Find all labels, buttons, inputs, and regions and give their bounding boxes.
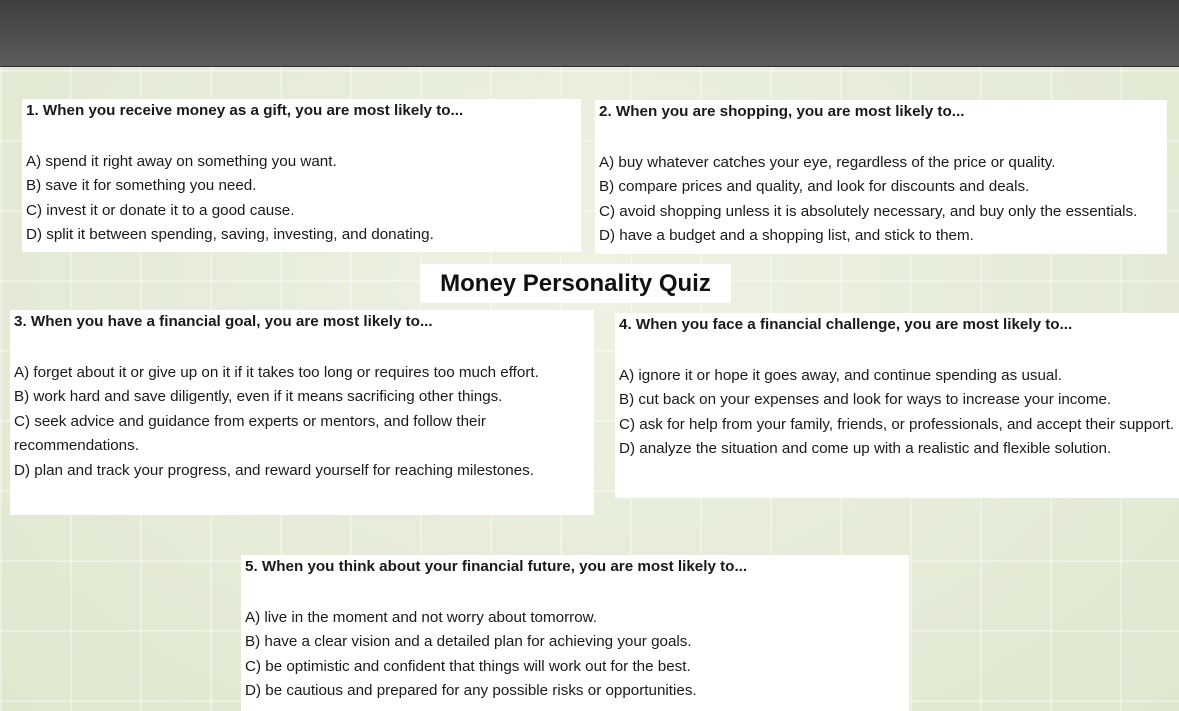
answer-options [26, 150, 577, 248]
question-text: 3. When you have a financial goal, you are most likely to... [14, 313, 433, 330]
question-text: 5. When you think about your financial future, you are most likely to... [245, 558, 748, 575]
question-text: 1. When you receive money as a gift, you are most likely to... [26, 102, 464, 119]
answer-option-b: B) work hard and save diligently, even if it means sacrificing other things. [14, 388, 503, 405]
answer-option-a: A) spend it right away on something you want. [26, 152, 337, 170]
answer-option-c: C) be optimistic and confident that things will work out for the best. [245, 657, 691, 675]
top-bar [0, 0, 1179, 67]
answer-option-d: D) split it between spending, saving, investing, and donating. [26, 226, 434, 243]
answer-options [14, 361, 590, 484]
answer-option-d: D) plan and track your progress, and reward yourself for reaching milestones. [14, 461, 534, 479]
question-card-3 [10, 310, 594, 515]
answer-option-a: A) buy whatever catches your eye, regardless of the price or quality. [599, 153, 1056, 171]
answer-option-b: B) compare prices and quality, and look for discounts and deals. [599, 178, 1030, 195]
answer-option-a: A) forget about it or give up on it if it takes too long or requires too much effort. [14, 363, 539, 381]
answer-option-a: A) ignore it or hope it goes away, and continue spending as usual. [619, 366, 1062, 384]
question-card-4 [615, 313, 1179, 498]
question-text: 2. When you are shopping, you are most likely to... [599, 103, 965, 120]
answer-options [619, 364, 1175, 462]
question-card-2 [595, 100, 1167, 254]
answer-option-a: A) live in the moment and not worry about tomorrow. [245, 608, 598, 626]
answer-option-c: C) invest it or donate it to a good cause. [26, 201, 295, 219]
answer-option-d: D) have a budget and a shopping list, and stick to them. [599, 227, 974, 244]
answer-option-b: B) cut back on your expenses and look for ways to increase your income. [619, 391, 1112, 408]
answer-option-b: B) save it for something you need. [26, 177, 257, 194]
answer-options [599, 151, 1163, 249]
question-card-1 [22, 99, 581, 252]
quiz-title: Money Personality Quiz [420, 264, 731, 303]
answer-option-d: D) be cautious and prepared for any possible risks or opportunities. [245, 682, 697, 699]
answer-option-d: D) analyze the situation and come up with a realistic and flexible solution. [619, 440, 1112, 457]
answer-options [245, 606, 905, 704]
answer-option-c: C) avoid shopping unless it is absolutely necessary, and buy only the essentials. [599, 202, 1138, 220]
question-text: 4. When you face a financial challenge, you are most likely to... [619, 316, 1073, 333]
answer-option-c: C) ask for help from your family, friends, or professionals, and accept their support. [619, 415, 1175, 433]
answer-option-b: B) have a clear vision and a detailed plan for achieving your goals. [245, 633, 692, 650]
question-card-5 [241, 555, 909, 711]
answer-option-c: C) seek advice and guidance from experts or mentors, and follow their recommendations. [14, 412, 486, 454]
